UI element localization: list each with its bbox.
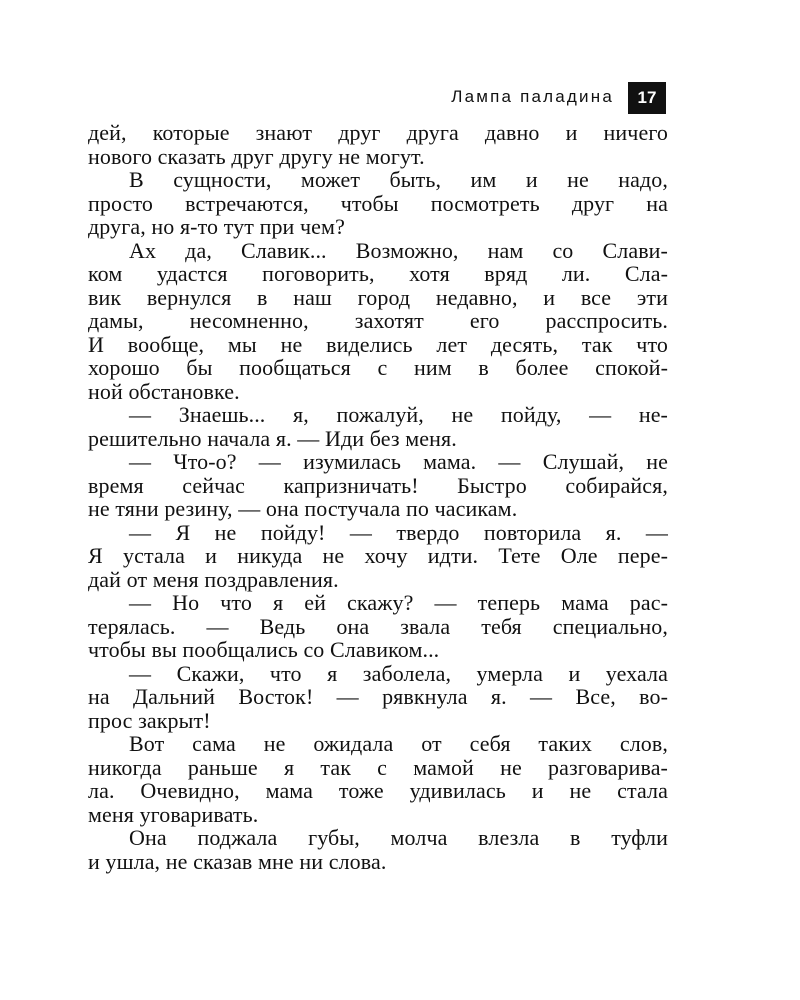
text-line: терялась. — Ведь она звала тебя специально, [88, 613, 668, 639]
text-line: — Я не пойду! — твердо повторила я. — [129, 519, 668, 545]
text-line: хорошо бы пообщаться с ним в более спокой- [88, 355, 668, 380]
text-line: Ах да, Славик... Возможно, нам со Слави- [129, 237, 668, 263]
text-line: вик вернулся в наш город недавно, и все эти [88, 284, 668, 310]
text-line: Она поджала губы, молча влезла в туфли [129, 825, 668, 850]
text-line: — Знаешь... я, пожалуй, не пойду, — не- [129, 402, 668, 427]
text-line: и ушла, не сказав мне ни слова. [88, 848, 387, 874]
text-line: ла. Очевидно, мама тоже удивилась и не стала [88, 778, 668, 803]
text-line: дай от меня поздравления. [88, 566, 339, 592]
text-line: на Дальний Восток! — рявкнула я. — Все, во- [88, 684, 668, 709]
text-line: Вот сама не ожидала от себя таких слов, [129, 731, 668, 756]
text-line: Я устала и никуда не хочу идти. Тете Оле пере- [88, 543, 668, 568]
text-line: никогда раньше я так с мамой не разговарива- [88, 754, 668, 780]
text-line: нового сказать друг другу не могут. [88, 143, 425, 169]
text-line: дамы, несомненно, захотят его расспросить. [88, 308, 668, 333]
text-line: — Но что я ей скажу? — теперь мама рас- [129, 590, 668, 615]
text-line: время сейчас капризничать! Быстро собирайся, [88, 472, 668, 498]
text-line: дей, которые знают друг друга давно и ничего [88, 120, 668, 145]
text-line: решительно начала я. — Иди без меня. [88, 425, 457, 451]
text-line: — Скажи, что я заболела, умерла и уехала [129, 660, 668, 686]
body-text [88, 121, 668, 873]
text-line: И вообще, мы не виделись лет десять, так что [88, 331, 668, 357]
text-line: прос закрыт! [88, 707, 211, 733]
text-line: чтобы вы пообщались со Славиком... [88, 637, 440, 662]
text-line: — Что-о? — изумилась мама. — Слушай, не [129, 449, 668, 474]
text-line: В сущности, может быть, им и не надо, [129, 167, 668, 192]
page-number: 17 [628, 82, 666, 114]
text-line: ной обстановке. [88, 378, 240, 404]
text-line: меня уговаривать. [88, 801, 259, 827]
text-line: просто встречаются, чтобы посмотреть друг на [88, 190, 668, 216]
text-line: ком удастся поговорить, хотя вряд ли. Сла- [88, 261, 668, 286]
text-line: не тяни резину, — она постучала по часикам. [88, 496, 518, 521]
running-title: Лампа паладина [451, 87, 614, 106]
text-line: друга, но я-то тут при чем? [88, 214, 345, 239]
running-header [400, 82, 666, 114]
